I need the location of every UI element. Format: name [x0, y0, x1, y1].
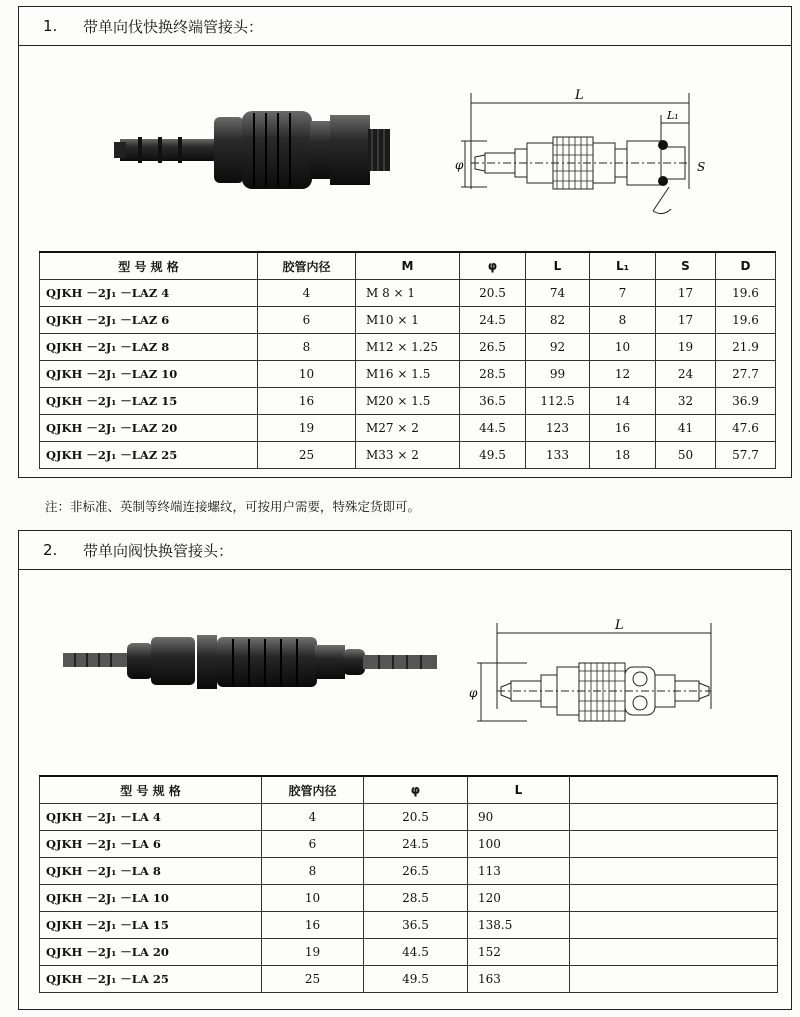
- section-2-product-photo: [63, 629, 443, 695]
- section-1-title: 带单向伐快换终端管接头：: [83, 17, 264, 36]
- section-1-table-header-row: [40, 252, 776, 280]
- section-2-technical-drawing: [467, 609, 727, 739]
- section-1-col-D: D: [716, 252, 776, 280]
- table-row: QJKH －2J₁ －LA 4 4 20.5 90: [40, 804, 778, 831]
- section-2-col-L: L: [468, 776, 570, 804]
- section-1-dim-phi: φ: [455, 158, 464, 172]
- table-row: QJKH －2J₁ －LAZ 10 10 M16 × 1.5 28.5 99 12 24 27.7: [40, 361, 776, 388]
- section-1-panel: [18, 6, 792, 478]
- footnote: 注：非标准、英制等终端连接螺纹，可按用户需要，特殊定货即可。: [45, 499, 421, 514]
- section-1-number: 1.: [43, 17, 58, 35]
- section-1-col-S: S: [656, 252, 716, 280]
- table-row: QJKH －2J₁ －LAZ 6 6 M10 × 1 24.5 82 8 17 19.6: [40, 307, 776, 334]
- section-1-product-photo: [114, 95, 394, 205]
- table-row: QJKH －2J₁ －LAZ 20 19 M27 × 2 44.5 123 16 41 47.6: [40, 415, 776, 442]
- table-row: QJKH －2J₁ －LA 8 8 26.5 113: [40, 858, 778, 885]
- section-1-col-phi: φ: [460, 252, 526, 280]
- section-2-header: [19, 531, 791, 570]
- section-1-col-M: M: [356, 252, 460, 280]
- section-1-technical-drawing: [457, 79, 757, 229]
- table-row: QJKH －2J₁ －LA 20 19 44.5 152: [40, 939, 778, 966]
- section-2-col-phi: φ: [364, 776, 468, 804]
- table-row: QJKH －2J₁ －LA 25 25 49.5 163: [40, 966, 778, 993]
- table-row: QJKH －2J₁ －LAZ 4 4 M 8 × 1 20.5 74 7 17 19.6: [40, 280, 776, 307]
- table-row: QJKH －2J₁ －LAZ 25 25 M33 × 2 49.5 133 18 50 57.7: [40, 442, 776, 469]
- section-2-table-header-row: [40, 776, 778, 804]
- section-2-number: 2.: [43, 541, 58, 559]
- table-row: QJKH －2J₁ －LAZ 8 8 M12 × 1.25 26.5 92 10 19 21.9: [40, 334, 776, 361]
- section-1-col-L: L: [526, 252, 590, 280]
- section-2-col-hose-id: 胶管内径: [262, 776, 364, 804]
- table-row: QJKH －2J₁ －LA 15 16 36.5 138.5: [40, 912, 778, 939]
- section-1-dim-L1: L₁: [667, 109, 679, 122]
- section-1-spec-table: [39, 251, 776, 469]
- section-2-col-model: 型 号 规 格: [40, 776, 262, 804]
- section-1-header: [19, 7, 791, 46]
- table-row: QJKH －2J₁ －LA 10 10 28.5 120: [40, 885, 778, 912]
- section-2-dim-phi: φ: [469, 686, 478, 700]
- table-row: QJKH －2J₁ －LA 6 6 24.5 100: [40, 831, 778, 858]
- section-2-spec-table: [39, 775, 778, 993]
- section-1-col-hose-id: 胶管内径: [258, 252, 356, 280]
- table-row: QJKH －2J₁ －LAZ 15 16 M20 × 1.5 36.5 112.5 14 32 36.9: [40, 388, 776, 415]
- section-2-panel: [18, 530, 792, 1010]
- section-1-col-model: 型 号 规 格: [40, 252, 258, 280]
- section-1-dim-L: L: [575, 88, 584, 103]
- section-2-title: 带单向阀快换管接头：: [83, 541, 234, 560]
- section-1-dim-S: S: [697, 160, 706, 174]
- section-2-dim-L: L: [615, 618, 624, 633]
- section-2-col-blank: [570, 776, 778, 804]
- section-1-col-L1: L₁: [590, 252, 656, 280]
